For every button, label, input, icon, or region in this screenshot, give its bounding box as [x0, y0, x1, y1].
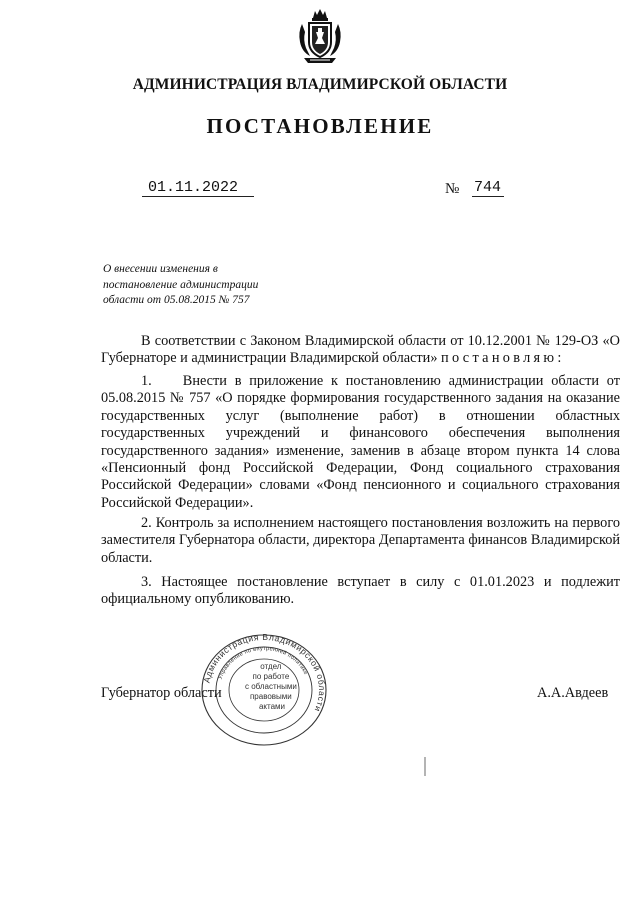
stamp-center-line: актами — [258, 702, 286, 711]
document-type: ПОСТАНОВЛЕНИЕ — [206, 114, 434, 138]
decree-word: постановляю: — [441, 350, 565, 367]
stamp-center-line: отдел — [260, 662, 282, 671]
signer-name: А.А.Авдеев — [537, 685, 609, 701]
subject-line: О внесении изменения в — [103, 263, 218, 275]
paragraph-2: 2. Контроль за исполнением настоящего постановления возложить на первого заместителя Губернатора области, директора Департамента финансов Владимирской области. — [101, 515, 620, 566]
intro-text: В соответствии с Законом Владимирской области от 10.12.2001 № 129-ОЗ «О Губернаторе и администрации Владимирской области» — [101, 333, 620, 367]
stamp-center-line: с областными — [244, 682, 297, 691]
organization-name: АДМИНИСТРАЦИЯ ВЛАДИМИРСКОЙ ОБЛАСТИ — [132, 76, 508, 93]
coat-of-arms-icon — [296, 8, 344, 66]
intro-paragraph — [101, 333, 620, 368]
official-stamp — [200, 633, 328, 747]
stamp-center-line: правовыми — [249, 692, 292, 701]
pen-mark — [420, 756, 430, 778]
subject-line: области от 05.08.2015 № 757 — [103, 294, 250, 306]
document-number: 744 — [472, 179, 504, 197]
document-subject — [103, 262, 303, 309]
stamp-center-line: по работе — [252, 672, 290, 681]
subject-line: постановление администрации — [103, 278, 259, 291]
document-date: 01.11.2022 — [142, 179, 254, 197]
stamp-inner-ring-text: Управление по внутренней политике — [217, 645, 309, 681]
svg-text:отдел по работе с — [245, 662, 299, 711]
number-sign: № — [445, 181, 460, 197]
signer-title: Губернатор области — [101, 685, 222, 701]
paragraph-3: 3. Настоящее постановление вступает в силу с 01.01.2023 и подлежит официальному опубликованию. — [101, 574, 620, 608]
stamp-ring-text: Администрация Владимирской области — [201, 633, 328, 714]
paragraph-1: 1. Внести в приложение к постановлению администрации области от 05.08.2015 № 757 «О порядке формирования государственного задания на оказание государственных услуг (выполнение работ) в отношении областных государственных учреждений и финансового обеспечения выполнения государственного задания» изменение, заменив в абзаце втором пункта 14 слова «Пенсионный фонд Российской Федерации, Фонд социального страхования Российской Федерации» словами «Фонд пенсионного и социального страхования Российской Федерации». — [101, 373, 620, 511]
